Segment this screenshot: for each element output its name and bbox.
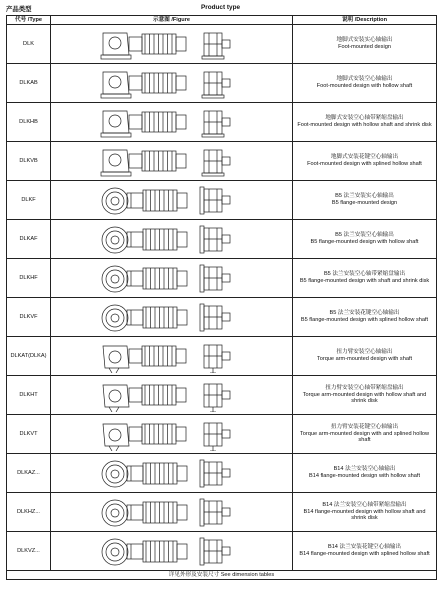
product-type-row: [7, 181, 437, 220]
type-code: DLKVT: [7, 415, 51, 454]
description-en: Torque arm-mounted design with and splined hollow shaft: [299, 430, 430, 444]
gearmotor-main-view-drawing: [99, 28, 194, 61]
figure-cell: [51, 142, 293, 181]
gearmotor-side-view-drawing: [198, 379, 238, 412]
gearmotor-main-view-drawing: [99, 145, 194, 178]
description-en: B5 flange-mounted design with shaft and shrink disk: [299, 278, 430, 284]
figure-cell: [51, 415, 293, 454]
description-cn: B5 法兰安装空心轴带紧缩盘输出: [323, 271, 406, 278]
description-cell: [293, 493, 437, 532]
gearmotor-main-view-drawing: [99, 223, 194, 256]
gearmotor-main-view-drawing: [99, 496, 194, 529]
product-type-row: [7, 415, 437, 454]
figure-cell: [51, 493, 293, 532]
product-type-row: [7, 103, 437, 142]
description-en: B14 flange-mounted design with splined hollow shaft: [299, 551, 430, 557]
description-column-header: 说明 /Description: [293, 16, 437, 25]
figure-cell: [51, 454, 293, 493]
figure-cell: [51, 25, 293, 64]
type-code: DLKVZ...: [7, 532, 51, 571]
gearmotor-side-view-drawing: [198, 418, 238, 451]
figure-cell: [51, 220, 293, 259]
product-type-row: [7, 142, 437, 181]
gearmotor-side-view-drawing: [198, 496, 238, 529]
description-cn: 扭力臂安装花键空心轴输出: [330, 423, 399, 430]
gearmotor-side-view-drawing: [198, 28, 238, 61]
description-cell: [293, 376, 437, 415]
description-cell: [293, 25, 437, 64]
type-code: DLKAB: [7, 64, 51, 103]
gearmotor-side-view-drawing: [198, 301, 238, 334]
gearmotor-main-view-drawing: [99, 106, 194, 139]
gearmotor-main-view-drawing: [99, 379, 194, 412]
type-code: DLKHZ...: [7, 493, 51, 532]
description-en: B5 flange-mounted design with splined hollow shaft: [300, 317, 429, 323]
description-cn: B5 法兰安装空心轴输出: [335, 232, 394, 239]
gearmotor-main-view-drawing: [99, 301, 194, 334]
description-cell: [293, 64, 437, 103]
description-cn: 地脚式安装空心轴带紧缩盘输出: [325, 115, 404, 122]
product-type-row: [7, 259, 437, 298]
description-en: Torque arm-mounted design with hollow shaft and shrink disk: [302, 391, 427, 405]
figure-cell: [51, 259, 293, 298]
figure-cell: [51, 337, 293, 376]
gearmotor-main-view-drawing: [99, 535, 194, 568]
gearmotor-side-view-drawing: [198, 67, 238, 100]
type-code: DLKHT: [7, 376, 51, 415]
product-type-row: [7, 25, 437, 64]
description-cell: [293, 454, 437, 493]
figure-cell: [51, 181, 293, 220]
description-cn: 地脚式安装花键空心轴输出: [330, 154, 399, 161]
figure-cell: [51, 376, 293, 415]
description-en: B14 flange-mounted design with hollow shaft and shrink disk: [303, 508, 426, 522]
figure-column-header: 示意图 /Figure: [51, 16, 293, 25]
gearmotor-side-view-drawing: [198, 535, 238, 568]
description-cell: [293, 142, 437, 181]
product-type-row: [7, 220, 437, 259]
description-en: Foot-mounted design: [338, 44, 391, 50]
description-cn: 地脚式安装实心轴输出: [336, 37, 393, 44]
description-cn: B14 法兰安装空心轴带紧缩盘输出: [322, 501, 407, 508]
product-type-cn-label: 产品类型: [6, 6, 32, 13]
description-cell: [293, 415, 437, 454]
product-type-row: [7, 454, 437, 493]
gearmotor-main-view-drawing: [99, 184, 194, 217]
gearmotor-side-view-drawing: [198, 340, 238, 373]
description-en: Foot-mounted design with hollow shaft and shrink disk: [297, 122, 432, 128]
description-cn: B5 法兰安装实心轴输出: [335, 193, 394, 200]
gearmotor-main-view-drawing: [99, 340, 194, 373]
product-type-row: [7, 298, 437, 337]
gearmotor-side-view-drawing: [198, 223, 238, 256]
description-cn: 扭力臂安装空心轴带紧缩盘输出: [325, 384, 404, 391]
type-code: DLKAZ...: [7, 454, 51, 493]
description-en: Foot-mounted design with splined hollow shaft: [307, 161, 422, 167]
type-code: DLKAT(DLKA): [7, 337, 51, 376]
type-code: DLK: [7, 25, 51, 64]
figure-cell: [51, 532, 293, 571]
description-cn: 地脚式安装空心轴输出: [336, 76, 393, 83]
description-cell: [293, 259, 437, 298]
figure-cell: [51, 64, 293, 103]
gearmotor-side-view-drawing: [198, 106, 238, 139]
product-type-row: [7, 532, 437, 571]
description-en: Foot-mounted design with hollow shaft: [316, 83, 413, 89]
description-cell: [293, 532, 437, 571]
gearmotor-main-view-drawing: [99, 418, 194, 451]
gearmotor-side-view-drawing: [198, 184, 238, 217]
description-en: B5 flange-mounted design with hollow shaft: [310, 239, 419, 245]
dimension-tables-note: 详见外形及安装尺寸 See dimension tables: [7, 571, 437, 580]
product-type-row: [7, 64, 437, 103]
type-code: DLKF: [7, 181, 51, 220]
description-cn: 扭力臂安装空心轴输出: [336, 349, 393, 356]
description-cell: [293, 181, 437, 220]
description-cell: [293, 337, 437, 376]
description-cn: B5 法兰安装花键空心轴输出: [329, 310, 400, 317]
type-code: DLKVB: [7, 142, 51, 181]
description-en: B14 flange-mounted design with hollow shaft: [308, 473, 420, 479]
product-type-row: [7, 337, 437, 376]
description-en: Torque arm-mounted design with shaft: [316, 356, 413, 362]
gearmotor-main-view-drawing: [99, 457, 194, 490]
type-code: DLKHB: [7, 103, 51, 142]
gearmotor-side-view-drawing: [198, 262, 238, 295]
gearmotor-side-view-drawing: [198, 145, 238, 178]
type-column-header: 代号 /Type: [7, 16, 51, 25]
description-cn: B14 法兰安装空心轴输出: [333, 466, 396, 473]
type-code: DLKHF: [7, 259, 51, 298]
type-code: DLKVF: [7, 298, 51, 337]
description-cell: [293, 220, 437, 259]
type-code: DLKAF: [7, 220, 51, 259]
figure-cell: [51, 298, 293, 337]
figure-cell: [51, 103, 293, 142]
product-type-table: [6, 15, 437, 580]
description-cell: [293, 298, 437, 337]
product-type-row: [7, 376, 437, 415]
product-type-title: Product type: [200, 4, 241, 11]
gearmotor-main-view-drawing: [99, 262, 194, 295]
description-cn: B14 法兰安装花键空心轴输出: [327, 544, 402, 551]
description-cell: [293, 103, 437, 142]
gearmotor-main-view-drawing: [99, 67, 194, 100]
product-type-row: [7, 493, 437, 532]
description-en: B5 flange-mounted design: [331, 200, 398, 206]
gearmotor-side-view-drawing: [198, 457, 238, 490]
